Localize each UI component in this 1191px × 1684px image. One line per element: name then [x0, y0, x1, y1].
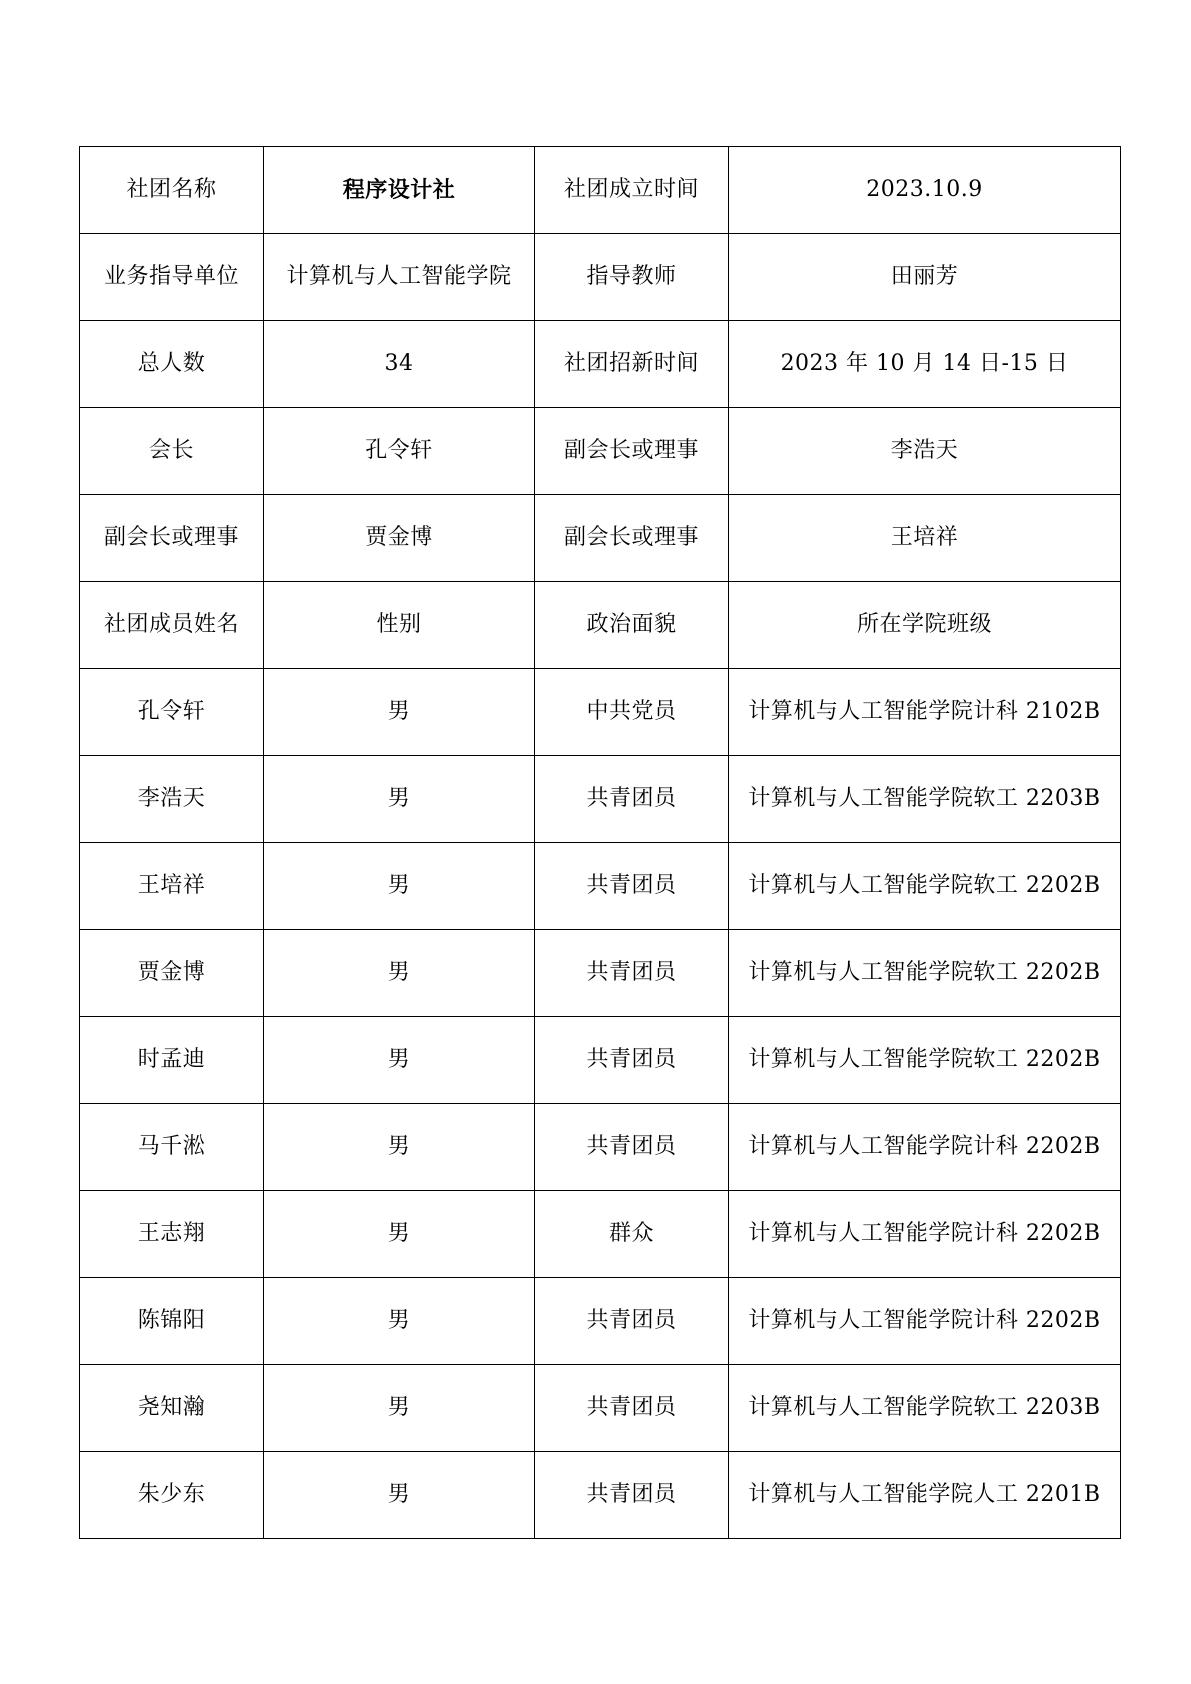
member-name: 贾金博 — [80, 930, 264, 1017]
vice-president-label: 副会长或理事 — [535, 408, 729, 495]
total-members-value: 34 — [264, 321, 535, 408]
member-college-class: 计算机与人工智能学院计科 2202B — [729, 1191, 1121, 1278]
member-gender: 男 — [264, 1017, 535, 1104]
member-political-status: 共青团员 — [535, 843, 729, 930]
club-name-label: 社团名称 — [80, 147, 264, 234]
advisor-value: 田丽芳 — [729, 234, 1121, 321]
member-gender: 男 — [264, 669, 535, 756]
column-header-political-status: 政治面貌 — [535, 582, 729, 669]
member-political-status: 群众 — [535, 1191, 729, 1278]
member-college-class: 计算机与人工智能学院软工 2202B — [729, 1017, 1121, 1104]
vice-presidents-row — [80, 495, 1121, 582]
member-row — [80, 1452, 1121, 1539]
member-name: 马千淞 — [80, 1104, 264, 1191]
member-college-class: 计算机与人工智能学院软工 2202B — [729, 843, 1121, 930]
member-name: 时孟迪 — [80, 1017, 264, 1104]
vice-president-value: 李浩天 — [729, 408, 1121, 495]
member-gender: 男 — [264, 930, 535, 1017]
club-name-row — [80, 147, 1121, 234]
member-political-status: 共青团员 — [535, 1017, 729, 1104]
member-gender: 男 — [264, 1191, 535, 1278]
member-political-status: 共青团员 — [535, 930, 729, 1017]
member-name: 王志翔 — [80, 1191, 264, 1278]
vice-president-value: 贾金博 — [264, 495, 535, 582]
member-gender: 男 — [264, 1365, 535, 1452]
president-value: 孔令轩 — [264, 408, 535, 495]
supervisor-row — [80, 234, 1121, 321]
advisor-label: 指导教师 — [535, 234, 729, 321]
member-row — [80, 669, 1121, 756]
member-college-class: 计算机与人工智能学院人工 2201B — [729, 1452, 1121, 1539]
member-gender: 男 — [264, 756, 535, 843]
member-political-status: 共青团员 — [535, 1278, 729, 1365]
vice-president-value: 王培祥 — [729, 495, 1121, 582]
member-political-status: 中共党员 — [535, 669, 729, 756]
member-college-class: 计算机与人工智能学院计科 2202B — [729, 1278, 1121, 1365]
club-name-value: 程序设计社 — [264, 147, 535, 234]
vice-president-label: 副会长或理事 — [535, 495, 729, 582]
column-header-name: 社团成员姓名 — [80, 582, 264, 669]
member-name: 陈锦阳 — [80, 1278, 264, 1365]
member-college-class: 计算机与人工智能学院软工 2202B — [729, 930, 1121, 1017]
member-header-row — [80, 582, 1121, 669]
founded-date-label: 社团成立时间 — [535, 147, 729, 234]
headcount-row — [80, 321, 1121, 408]
member-name: 王培祥 — [80, 843, 264, 930]
member-row — [80, 1104, 1121, 1191]
member-college-class: 计算机与人工智能学院计科 2102B — [729, 669, 1121, 756]
vice-president-label: 副会长或理事 — [80, 495, 264, 582]
member-name: 朱少东 — [80, 1452, 264, 1539]
club-registration-table — [79, 146, 1121, 1539]
member-row — [80, 843, 1121, 930]
member-row — [80, 930, 1121, 1017]
member-political-status: 共青团员 — [535, 1452, 729, 1539]
member-college-class: 计算机与人工智能学院软工 2203B — [729, 1365, 1121, 1452]
recruitment-time-value: 2023 年 10 月 14 日-15 日 — [729, 321, 1121, 408]
total-members-label: 总人数 — [80, 321, 264, 408]
member-name: 孔令轩 — [80, 669, 264, 756]
member-name: 李浩天 — [80, 756, 264, 843]
member-college-class: 计算机与人工智能学院软工 2203B — [729, 756, 1121, 843]
member-gender: 男 — [264, 843, 535, 930]
guiding-unit-label: 业务指导单位 — [80, 234, 264, 321]
member-political-status: 共青团员 — [535, 1104, 729, 1191]
guiding-unit-value: 计算机与人工智能学院 — [264, 234, 535, 321]
member-gender: 男 — [264, 1452, 535, 1539]
column-header-gender: 性别 — [264, 582, 535, 669]
president-row — [80, 408, 1121, 495]
founded-date-value: 2023.10.9 — [729, 147, 1121, 234]
member-row — [80, 1365, 1121, 1452]
member-gender: 男 — [264, 1278, 535, 1365]
member-row — [80, 1017, 1121, 1104]
member-college-class: 计算机与人工智能学院计科 2202B — [729, 1104, 1121, 1191]
member-gender: 男 — [264, 1104, 535, 1191]
member-name: 尧知瀚 — [80, 1365, 264, 1452]
member-political-status: 共青团员 — [535, 1365, 729, 1452]
member-political-status: 共青团员 — [535, 756, 729, 843]
president-label: 会长 — [80, 408, 264, 495]
column-header-college-class: 所在学院班级 — [729, 582, 1121, 669]
member-row — [80, 1191, 1121, 1278]
member-row — [80, 1278, 1121, 1365]
recruitment-time-label: 社团招新时间 — [535, 321, 729, 408]
member-row — [80, 756, 1121, 843]
